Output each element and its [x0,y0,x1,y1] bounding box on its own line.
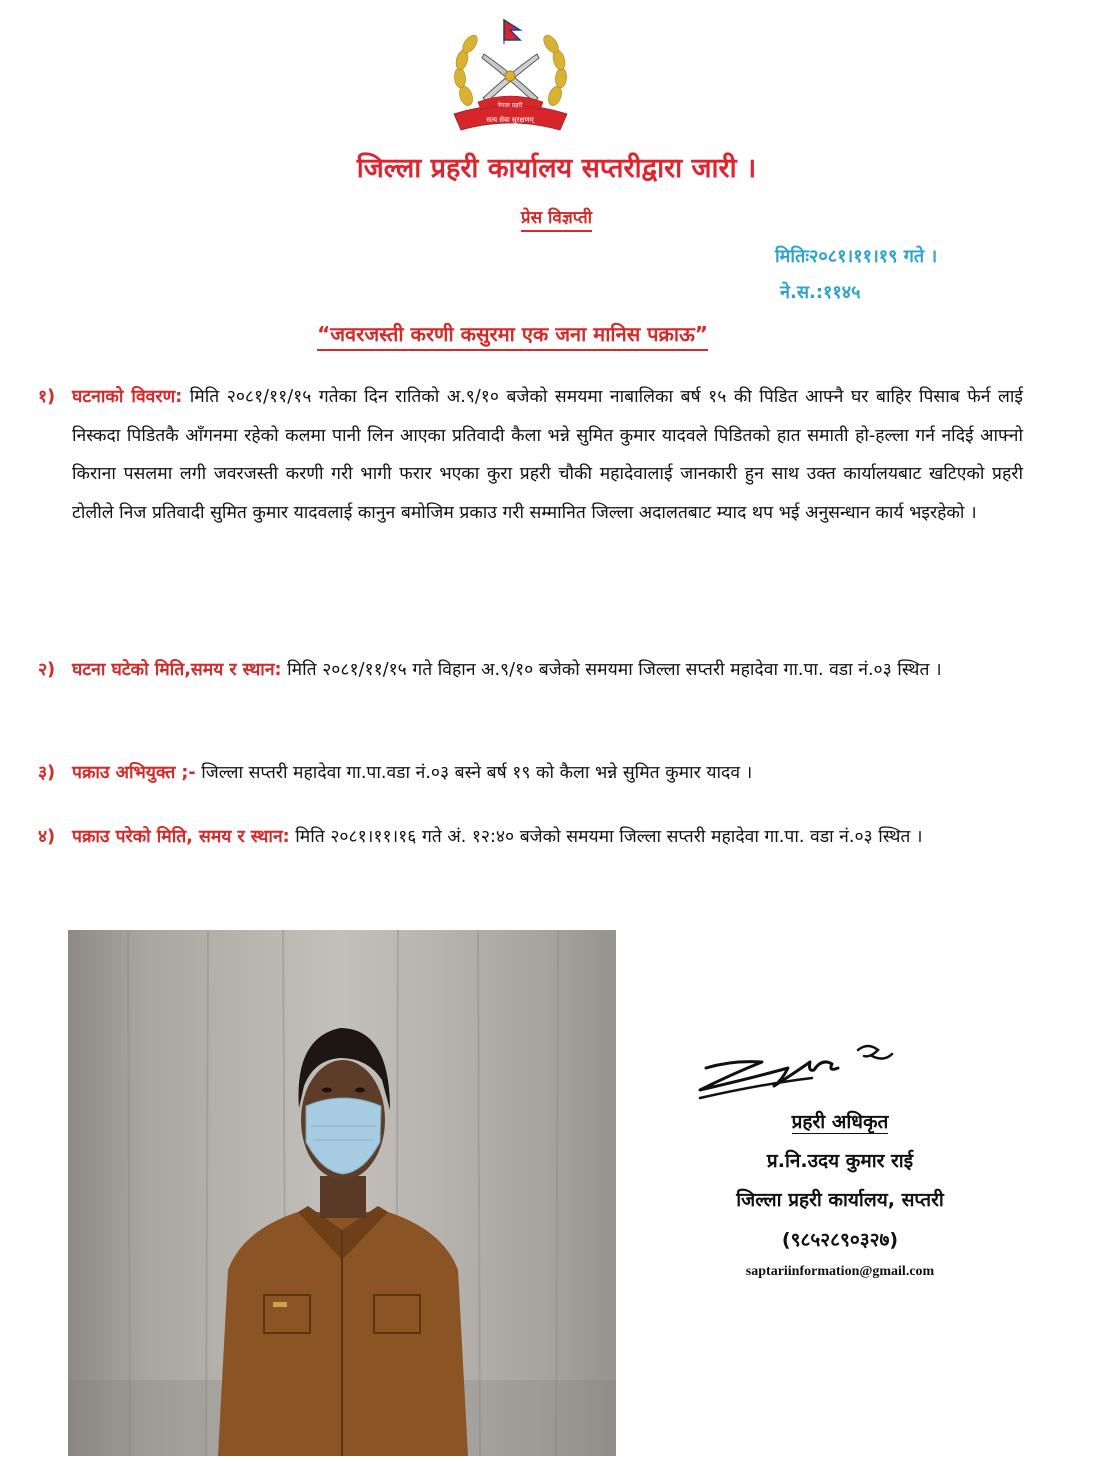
headline [0,320,1025,347]
item-text: मिति २०८१।११।१६ गते अं. १२:४० बजेको समयमा जिल्ला सप्तरी महादेवा गा.पा. वडा नं.०३ स्थित । [289,827,923,847]
subtitle-text: प्रेस विज्ञप्ती [521,208,592,232]
officer-designation [680,1108,1000,1134]
release-date: मितिः२०८१।११।१९ गते । [775,246,938,267]
reference-number: ने.स.:११४५ [780,282,861,303]
item-number: १) [38,387,56,407]
office-phone: (९८५२८९०३२७) [781,1229,899,1251]
arrested-accused-item [38,754,1023,793]
office-name: जिल्ला प्रहरी कार्यालय, सप्तरी [736,1189,944,1211]
incident-description-item [38,378,1023,532]
item-text: मिति २०८१/११/१५ गते विहान अ.९/१० बजेको समयमा जिल्ला सप्तरी महादेवा गा.पा. वडा नं.०३ स्थित । [281,660,942,680]
emblem-ribbon-text: सत्य सेवा सुरक्षणम् [486,116,534,124]
incident-date-place-item [38,651,1023,690]
officer-name: प्र.नि.उदय कुमार राई [766,1150,914,1172]
press-release-subtitle [0,205,1113,228]
accused-photo-illustration [68,930,616,1456]
item-label: घटना घटेको मिति,समय र स्थान: [72,660,282,680]
accused-photo [68,930,616,1456]
item-label: पक्राउ अभियुक्त ;- [72,763,196,783]
item-number: ३) [38,763,56,783]
page-title: जिल्ला प्रहरी कार्यालय सप्तरीद्वारा जारी । [356,153,757,184]
nepal-police-emblem [448,18,573,143]
designation-text: प्रहरी अधिकृत [791,1111,889,1133]
item-text: जिल्ला सप्तरी महादेवा गा.पा.वडा नं.०३ बस्ने बर्ष १९ को कैला भन्ने सुमित कुमार यादव । [195,763,753,783]
item-label: घटनाको विवरण: [72,387,183,407]
item-number: ४) [38,827,56,847]
item-label: पक्राउ परेको मिति, समय र स्थान: [72,827,290,847]
emblem-crest-text: नेपाल प्रहरी [497,102,523,109]
arrest-date-place-item [38,818,1023,857]
item-number: २) [38,660,56,680]
headline-text: “जवरजस्ती करणी कसुरमा एक जना मानिस पक्राऊ” [317,322,708,351]
office-email: saptariinformation@gmail.com [745,1264,935,1279]
item-text: मिति २०८१/११/१५ गतेका दिन रातिको अ.९/१० बजेको समयमा नाबालिका बर्ष १५ की पिडित आफ्नै घर बाहिर पिसाब फेर्न लाई निस्कदा पिडितकै आँगनमा रहेको कलमा पानी लिन आएका प्रतिवादी कैला भन्ने सुमित कुमार यादवले पिडितको हात समाती हो-हल्ला गर्न नदिई आफ्नो किराना पसलमा लगी जवरजस्ती करणी गरी भागी फरार भएका कुरा प्रहरी चौकी महादेवालाई जानकारी हुन साथ उक्त कार्यालयबाट खटिएको प्रहरी टोलीले निज प्रतिवादी सुमित कुमार यादवलाई कानुन बमोजिम प्रकाउ गरी सम्मानित जिल्ला अदालतबाट म्याद थप भई अनुसन्धान कार्य भइरहेको । [72,387,1023,523]
officer-signature [692,1028,902,1108]
